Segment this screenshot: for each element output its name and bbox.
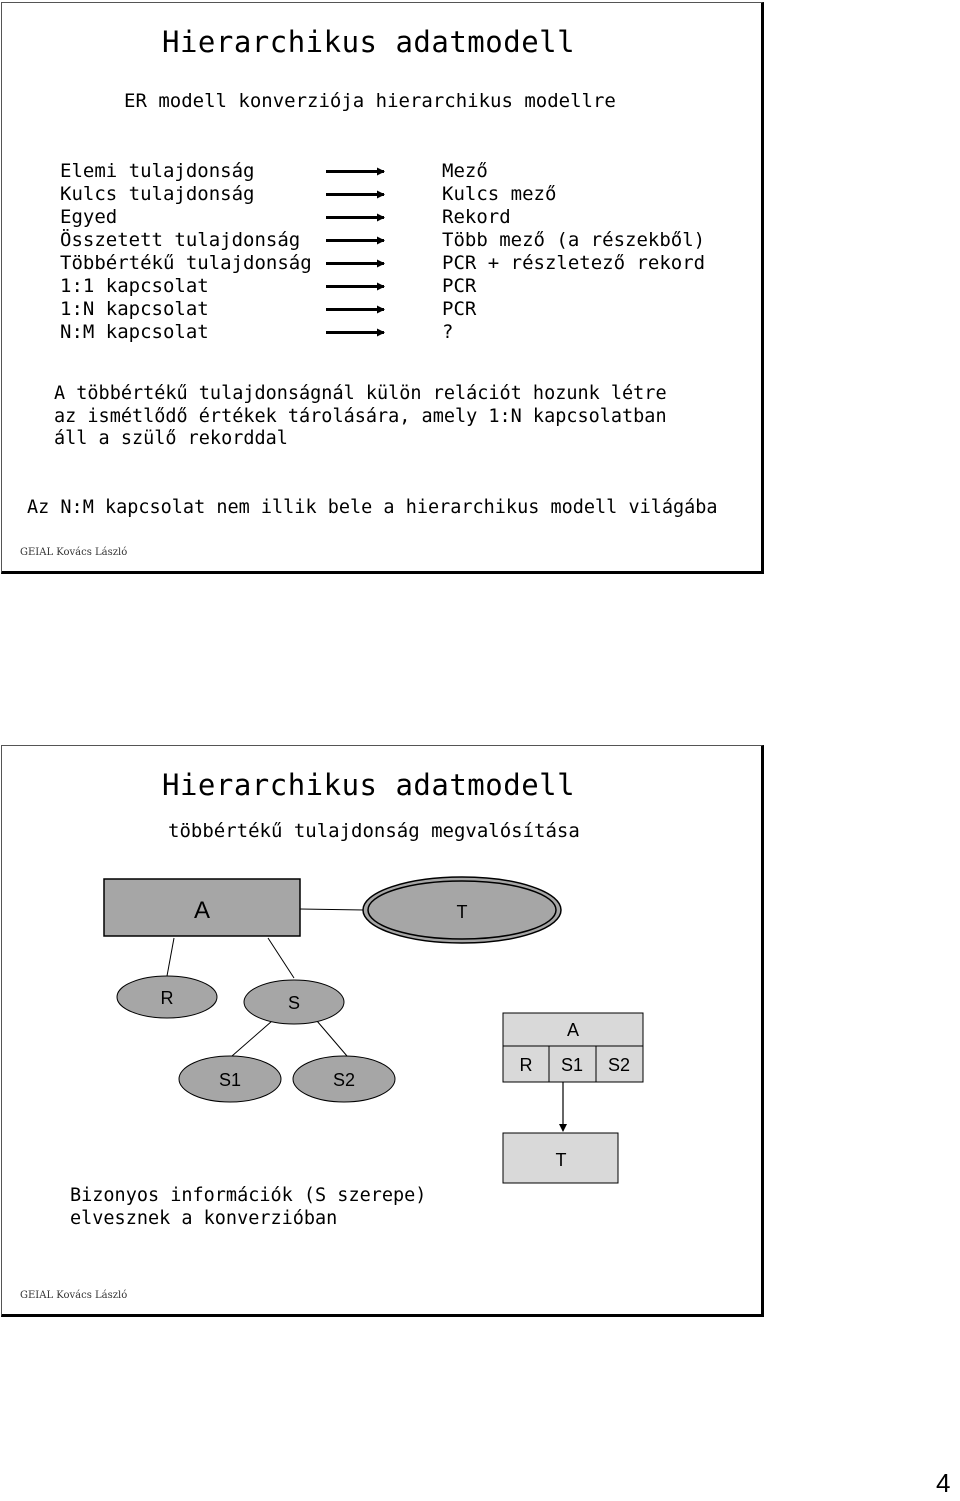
er-concepts-list — [60, 160, 312, 344]
paragraph-line: A többértékű tulajdonságnál külön relációt hozunk létre — [54, 383, 667, 404]
info-loss-note — [70, 1185, 426, 1230]
attribute-s-label: S — [287, 993, 301, 1013]
record-field-label: S2 — [607, 1055, 631, 1075]
connector-line — [300, 909, 364, 910]
note-line: Bizonyos információk (S szerepe) — [70, 1185, 427, 1206]
record-name: A — [566, 1020, 580, 1040]
er-concept: Többértékű tulajdonság — [60, 252, 312, 274]
hierarchical-concept: PCR + részletező rekord — [442, 252, 706, 274]
er-concept: 1:1 kapcsolat — [60, 275, 209, 297]
er-concept: N:M kapcsolat — [60, 321, 209, 343]
connector-line — [232, 1021, 272, 1056]
multivalued-explanation — [54, 383, 667, 451]
hierarchical-concept: ? — [442, 321, 454, 343]
slide-title: Hierarchikus adatmodell — [162, 25, 576, 59]
multivalued-attribute-label: T — [456, 902, 468, 922]
hierarchical-concept: PCR — [442, 298, 477, 320]
slide-title: Hierarchikus adatmodell — [162, 768, 576, 802]
slide-footer: GEIAL Kovács László — [20, 547, 128, 558]
note-line: elvesznek a konverzióban — [70, 1207, 338, 1229]
child-record-label: T — [555, 1150, 567, 1170]
er-concept: Elemi tulajdonság — [60, 160, 255, 182]
attribute-r-label: R — [160, 988, 174, 1008]
connector-line — [317, 1021, 347, 1056]
mapping-arrows — [324, 160, 388, 344]
paragraph-line: áll a szülő rekorddal — [54, 428, 288, 449]
hierarchical-concept: Több mező (a részekből) — [442, 229, 706, 251]
slide-subtitle: ER modell konverziója hierarchikus modellre — [124, 90, 616, 112]
hierarchical-concept: Kulcs mező — [442, 183, 557, 205]
hierarchical-concept: Mező — [442, 160, 488, 182]
record-field-label: R — [519, 1055, 533, 1075]
connector-line — [167, 938, 174, 976]
hierarchical-concept: PCR — [442, 275, 477, 297]
connector-line — [268, 938, 294, 978]
er-concept: 1:N kapcsolat — [60, 298, 209, 320]
attribute-s1-label: S1 — [218, 1070, 242, 1090]
er-concept: Összetett tulajdonság — [60, 229, 301, 251]
slide-footer: GEIAL Kovács László — [20, 1290, 128, 1301]
nm-note: Az N:M kapcsolat nem illik bele a hierarchikus modell világába — [27, 497, 718, 518]
record-field-label: S1 — [560, 1055, 584, 1075]
slide-subtitle: többértékű tulajdonság megvalósítása — [168, 820, 580, 842]
er-concept: Kulcs tulajdonság — [60, 183, 255, 205]
er-concept: Egyed — [60, 206, 118, 228]
attribute-s2-label: S2 — [332, 1070, 356, 1090]
slide-multivalued — [1, 745, 764, 1317]
slide-conversion — [1, 2, 764, 574]
entity-label: A — [193, 897, 211, 924]
page-number: 4 — [936, 1468, 951, 1498]
paragraph-line: az ismétlődő értékek tárolására, amely 1:N kapcsolatban — [54, 405, 667, 427]
hierarchical-concept: Rekord — [442, 206, 511, 228]
hierarchical-concepts-list — [442, 160, 705, 344]
